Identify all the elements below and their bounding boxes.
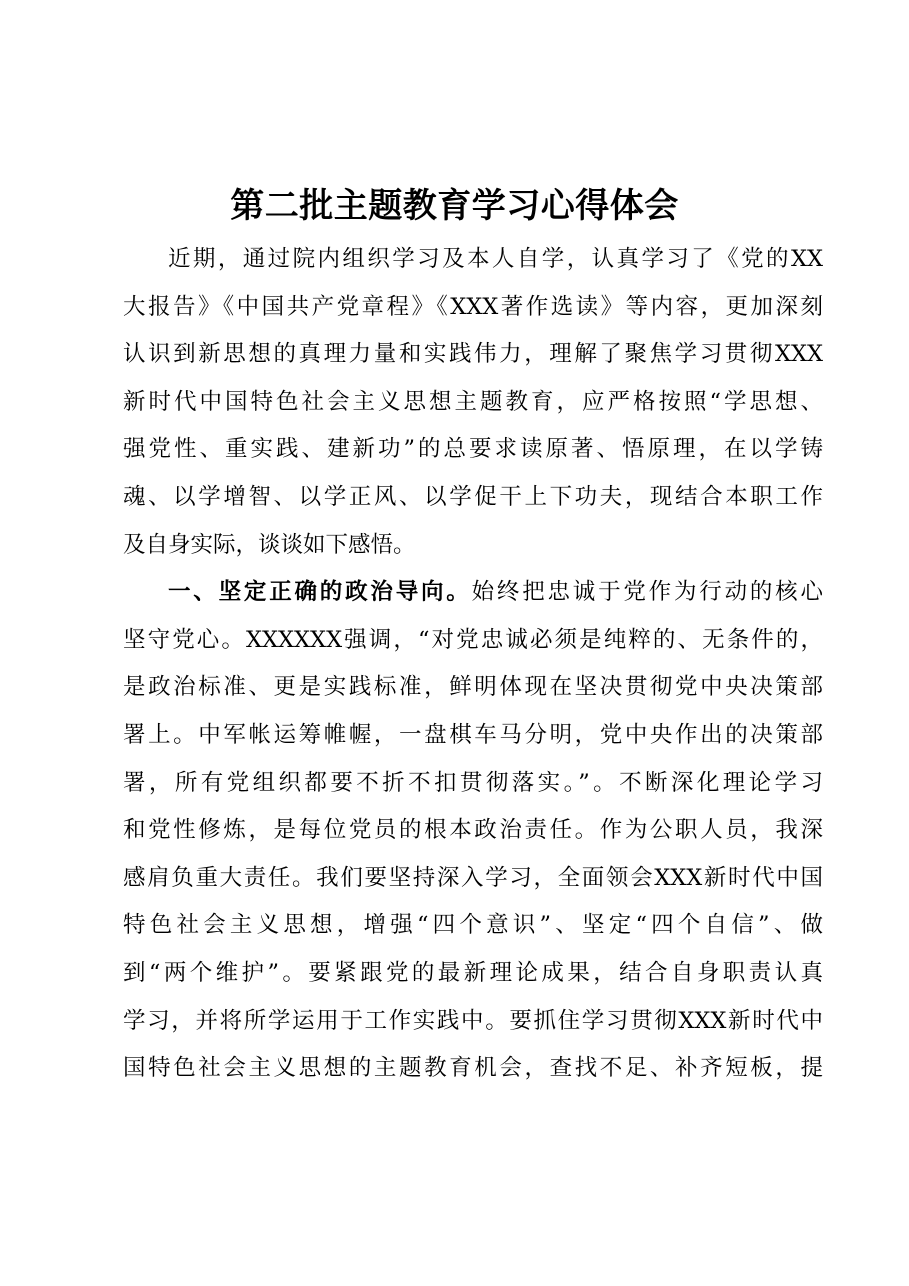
- section-first-line-text: 始终把忠诚于党作为行动的核心: [471, 579, 823, 606]
- text-line: 近期，通过院内组织学习及本人自学，认真学习了《党的XX: [168, 246, 823, 272]
- text-line: 感肩负重大责任。我们要坚持深入学习，全面领会XXX新时代中国: [123, 864, 823, 891]
- document-body: [123, 236, 823, 1093]
- document-title: 第二批主题教育学习心得体会: [230, 186, 679, 226]
- text-line: 新时代中国特色社会主义思想主题教育，应严格按照“学思想、: [123, 388, 823, 415]
- text-line: 署，所有党组织都要不折不扣贯彻落实。”。不断深化理论学习: [123, 769, 823, 796]
- text-line: 坚守党心。XXXXXX强调，“对党忠诚必须是纯粹的、无条件的，: [123, 626, 823, 653]
- text-line: 特色社会主义思想，增强“四个意识”、坚定“四个自信”、做: [123, 912, 823, 939]
- text-line: 认识到新思想的真理力量和实践伟力，理解了聚焦学习贯彻XXX: [123, 341, 823, 368]
- text-line: 国特色社会主义思想的主题教育机会，查找不足、补齐短板，提: [123, 1055, 823, 1082]
- section-heading: 一、坚定正确的政治导向。: [168, 579, 472, 606]
- text-line: 是政治标准、更是实践标准，鲜明体现在坚决贯彻党中央决策部: [123, 674, 823, 701]
- text-line: 署上。中军帐运筹帷幄，一盘棋车马分明，党中央作出的决策部: [123, 721, 823, 748]
- text-line: 魂、以学增智、以学正风、以学促干上下功夫，现结合本职工作: [123, 483, 823, 510]
- text-line: 到“两个维护”。要紧跟党的最新理论成果，结合自身职责认真: [123, 959, 823, 986]
- paragraph-intro: [123, 236, 823, 569]
- text-line: 大报告》《中国共产党章程》《XXX著作选读》等内容，更加深刻: [123, 293, 823, 320]
- text-line: 和党性修炼，是每位党员的根本政治责任。作为公职人员，我深: [123, 817, 823, 844]
- paragraph-section-1: [123, 569, 823, 1093]
- text-line: 强党性、重实践、建新功”的总要求读原著、悟原理，在以学铸: [123, 436, 823, 463]
- text-line: 学习，并将所学运用于工作实践中。要抓住学习贯彻XXX新时代中: [123, 1007, 823, 1034]
- text-line: 及自身实际，谈谈如下感悟。: [123, 531, 416, 558]
- section-first-line: [123, 569, 823, 617]
